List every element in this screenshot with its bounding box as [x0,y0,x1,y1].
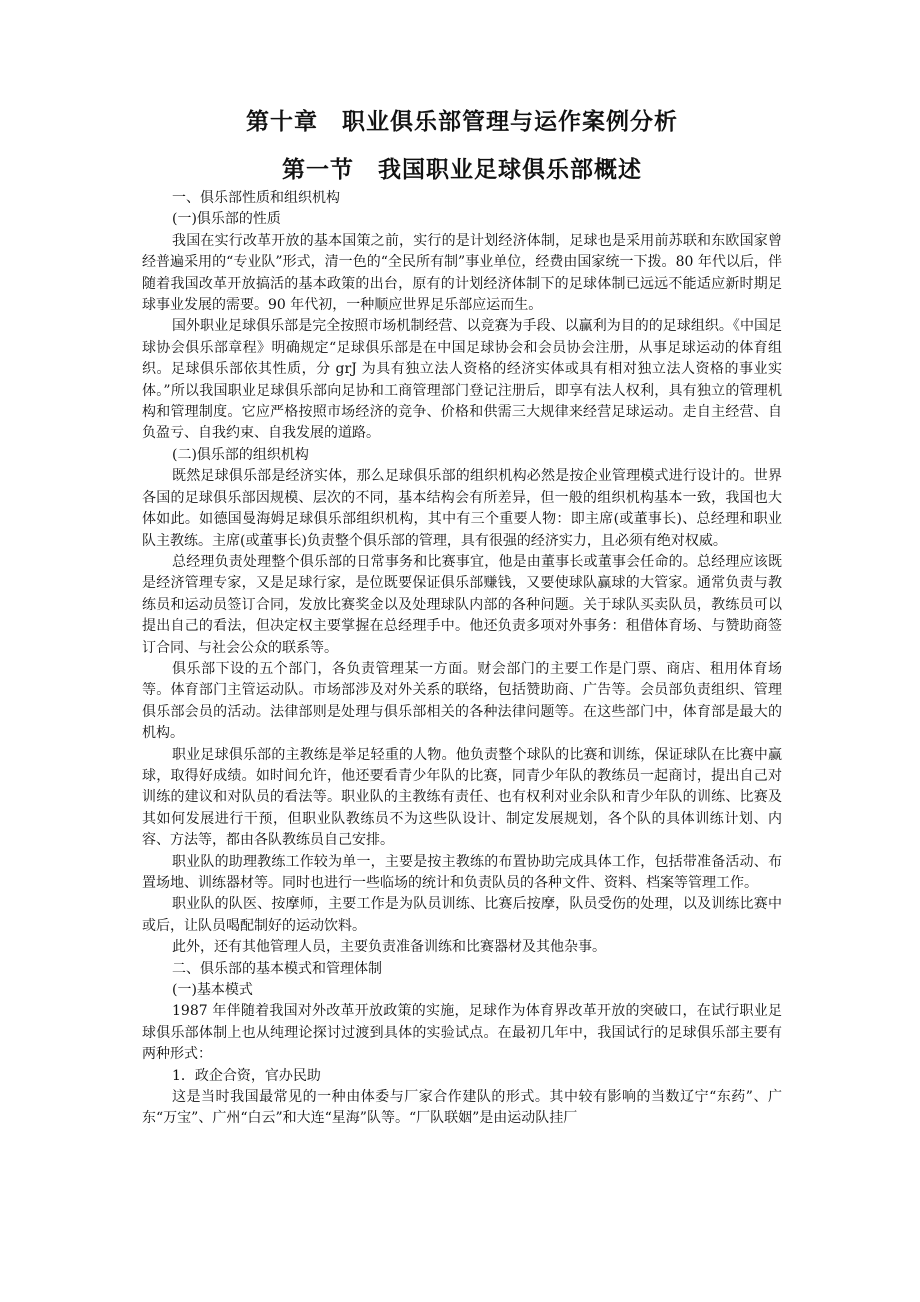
document-page [142,108,782,1130]
subheading: 二、俱乐部的基本模式和管理体制 [172,960,382,977]
paragraph: 职业队的助理教练工作较为单一，主要是按主教练的布置协助完成具体工作，包括带准备活动、布置场地、训练器材等。同时也进行一些临场的统计和负责队员的各种文件、资料、档案等管理工作。 [142,853,782,891]
subheading: 1．政企合资，官办民助 [172,1067,321,1084]
chapter-title: 第十章 职业俱乐部管理与运作案例分析 [246,109,678,135]
subheading: (一)俱乐部的性质 [172,211,281,228]
section-title: 第一节 我国职业足球俱乐部概述 [282,157,642,183]
paragraph: 俱乐部下设的五个部门，各负责管理某一方面。财会部门的主要工作是门票、商店、租用体育场等。体育部门主管运动队。市场部涉及对外关系的联络，包括赞助商、广告等。会员部负责组织、管理俱乐部会员的活动。法律部则是处理与俱乐部相关的各种法律问题等。在这些部门中，体育部是最大的机构。 [142,660,782,742]
subheading: (二)俱乐部的组织机构 [172,446,309,463]
paragraph: 总经理负责处理整个俱乐部的日常事务和比赛事宜，他是由董事长或董事会任命的。总经理应该既是经济管理专家，又是足球行家，是位既要保证俱乐部赚钱，又要使球队赢球的大管家。通常负责与教练员和运动员签订合同，发放比赛奖金以及处理球队内部的各种问题。关于球队买卖队员，教练员可以提出自己的看法，但决定权主要掌握在总经理手中。他还负责多项对外事务：租借体育场、与赞助商签订合同、与社会公众的联系等。 [142,553,782,656]
paragraph: 职业队的队医、按摩师，主要工作是为队员训练、比赛后按摩，队员受伤的处理，以及训练比赛中或后，让队员喝配制好的运动饮料。 [142,896,782,934]
paragraph: 此外，还有其他管理人员，主要负责准备训练和比赛器材及其他杂事。 [172,939,606,956]
document-body [142,188,782,1130]
paragraph: 既然足球俱乐部是经济实体，那么足球俱乐部的组织机构必然是按企业管理模式进行设计的。世界各国的足球俱乐部因规模、层次的不同，基本结构会有所差异，但一般的组织机构基本一致，我国也大体如此。如德国曼海姆足球俱乐部组织机构，其中有三个重要人物：即主席(或董事长)、总经理和职业队主教练。主席(或董事长)负责整个俱乐部的管理，具有很强的经济实力，且必须有绝对权威。 [142,468,782,549]
paragraph: 国外职业足球俱乐部是完全按照市场机制经营、以竞赛为手段、以赢利为目的的足球组织。《中国足球协会俱乐部章程》明确规定“足球俱乐部是在中国足球协会和会员协会注册，从事足球运动的体育组织。足球俱乐部依其性质，分 grJ 为具有独立法人资格的经济实体或具有相对独立法人资格的事业实体。”所以我国职业足球俱乐部向足协和工商管理部门登记注册后，即享有法人权利，具有独立的管理机构和管理制度。它应严格按照市场经济的竞争、价格和供需三大规律来经营足球运动。走自主经营、自负盈亏、自我约束、自我发展的道路。 [142,318,782,442]
paragraph: 1987 年伴随着我国对外改革开放政策的实施，足球作为体育界改革开放的突破口，在试行职业足球俱乐部体制上也从纯理论探讨过渡到具体的实验试点。在最初几年中，我国试行的足球俱乐部主要有两种形式： [142,1003,782,1063]
subheading: 一、俱乐部性质和组织机构 [172,190,340,206]
paragraph: 职业足球俱乐部的主教练是举足轻重的人物。他负责整个球队的比赛和训练，保证球队在比赛中赢球，取得好成绩。如时间允许，他还要看青少年队的比赛，同青少年队的教练员一起商讨，提出自己对训练的建议和对队员的看法等。职业队的主教练有责任、也有权利对业余队和青少年队的训练、比赛及其如何发展进行干预，但职业队教练员不为这些队设计、制定发展规划，各个队的具体训练计划、内容、方法等，都由各队教练员自己安排。 [142,746,782,849]
paragraph: 这是当时我国最常见的一种由体委与厂家合作建队的形式。其中较有影响的当数辽宁“东药”、广东“万宝”、广州“白云”和大连“星海”队等。“厂队联姻”是由运动队挂厂 [142,1089,782,1127]
paragraph: 我国在实行改革开放的基本国策之前，实行的是计划经济体制，足球也是采用前苏联和东欧国家曾经普遍采用的“专业队”形式，清一色的“全民所有制”事业单位，经费由国家统一下拨。80 年代以后，伴随着我国改革开放搞活的基本政策的出台，原有的计划经济体制下的足球体制已远远不能适应新时期足球事业发展的需要。90 年代初，一种顺应世界足乐部应运而生。 [142,232,782,314]
subheading: (一)基本模式 [172,982,253,999]
